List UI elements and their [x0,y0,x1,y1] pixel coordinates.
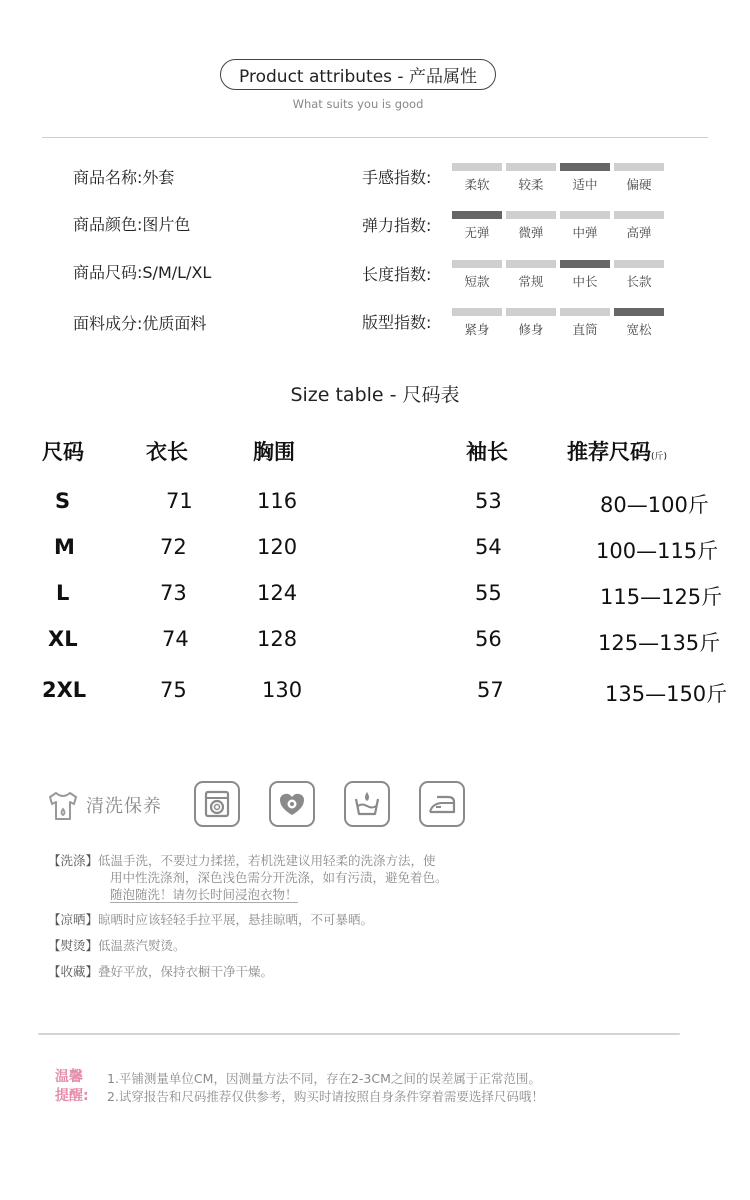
tip-line-1: 1.平铺测量单位CM，因测量方法不同，存在2-3CM之间的误差属于正常范围。 [107,1071,541,1086]
cell-recommend: 115—125斤 [600,585,723,609]
index-option-label: 微弹 [518,225,544,240]
cell-size: S [55,489,71,513]
index-option-label: 中长 [572,274,598,289]
index-option [560,308,610,338]
index-option [506,211,556,241]
cell-recommend: 100—115斤 [596,539,719,563]
index-bar [452,163,502,171]
section-subtitle: What suits you is good [292,97,424,111]
hand-wash-icon [269,781,315,827]
water-basin-icon [344,781,390,827]
index-scale [452,163,664,193]
index-bar [614,163,664,171]
size-table-title: Size table - 尺码表 [290,384,460,406]
care-line-iron [48,937,186,954]
index-label: 弹力指数: [362,216,432,235]
cell-chest: 124 [257,581,298,605]
care-text: 晾晒时应该轻轻手拉平展，悬挂晾晒，不可暴晒。 [98,912,374,927]
care-line-wash-3 [110,886,298,903]
cell-sleeve: 55 [475,581,502,605]
col-header-size: 尺码 [42,440,84,464]
cell-recommend: 125—135斤 [598,631,721,655]
index-option-label: 紧身 [464,322,490,337]
cell-recommend: 80—100斤 [600,493,709,517]
cell-sleeve: 57 [477,678,504,702]
care-line-wash-2: 用中性洗涤剂，深色浅色需分开洗涤，如有污渍，避免着色。 [110,870,448,885]
cell-length: 74 [162,627,189,651]
index-bar [614,211,664,219]
index-bar-selected [614,308,664,316]
care-tag: 【熨烫】 [48,938,99,953]
col-header-recommend-label: 推荐尺码 [567,440,651,464]
index-bar [506,211,556,219]
index-option-label: 常规 [518,274,544,289]
col-header-sleeve: 袖长 [466,440,508,464]
attr-size: 商品尺码:S/M/L/XL [73,263,212,282]
index-option-label: 柔软 [464,177,490,192]
index-option-label: 宽松 [626,322,652,337]
index-option-label: 短款 [464,274,490,289]
care-text: 随泡随洗！请勿长时间浸泡衣物！ [110,887,298,902]
cell-length: 72 [160,535,187,559]
col-header-chest: 胸围 [253,440,295,464]
index-bar [452,308,502,316]
cell-size: XL [48,627,78,651]
index-option [560,163,610,193]
index-option [614,260,664,290]
cell-size: 2XL [42,678,87,702]
attr-fabric: 面料成分:优质面料 [73,314,207,333]
section-title: Product attributes - 产品属性 [239,67,477,87]
index-option [452,308,502,338]
tip-line-2: 2.试穿报告和尺码推荐仅供参考，购买时请按照自身条件穿着需要选择尺码哦！ [107,1089,544,1104]
index-scale [452,260,664,290]
index-option-label: 适中 [572,177,598,192]
index-option-label: 较柔 [518,177,544,192]
attr-color: 商品颜色:图片色 [73,215,191,234]
care-tag: 【洗涤】 [48,853,99,868]
cell-length: 75 [160,678,187,702]
cell-recommend: 135—150斤 [605,682,728,706]
care-text: 低温手洗，不要过力揉搓，若机洗建议用轻柔的洗涤方法，使 [98,853,436,868]
care-text: 低温蒸汽熨烫。 [98,938,186,953]
index-scale [452,211,664,241]
index-bar [614,260,664,268]
tips-tag-line1: 温馨 [55,1069,83,1085]
cell-sleeve: 53 [475,489,502,513]
iron-icon [419,781,465,827]
index-label: 手感指数: [362,168,432,187]
care-tag: 【收藏】 [48,964,99,979]
care-text: 叠好平放，保持衣橱干净干燥。 [98,964,274,979]
index-option [614,211,664,241]
shirt-icon [45,788,81,828]
divider [42,137,708,138]
section-title-pill [220,59,496,90]
cell-sleeve: 56 [475,627,502,651]
cell-length: 71 [166,489,193,513]
index-bar [506,308,556,316]
index-bar [506,163,556,171]
index-bar-selected [560,260,610,268]
index-scale [452,308,664,338]
index-option [506,308,556,338]
care-title: 清洗保养 [86,796,162,817]
cell-size: L [56,581,70,605]
care-line-store [48,963,273,980]
index-bar [452,260,502,268]
care-line-dry [48,911,373,928]
index-option [614,163,664,193]
index-option [452,211,502,241]
cell-chest: 120 [257,535,298,559]
index-option [614,308,664,338]
divider [38,1033,680,1035]
index-option-label: 中弹 [572,225,598,240]
index-option [560,260,610,290]
col-header-recommend [567,436,667,466]
cell-chest: 128 [257,627,298,651]
index-option-label: 修身 [518,322,544,337]
attr-name: 商品名称:外套 [73,168,175,187]
index-option-label: 高弹 [626,225,652,240]
index-option-label: 长款 [626,274,652,289]
index-option-label: 无弹 [464,225,490,240]
cell-chest: 116 [257,489,298,513]
index-label: 版型指数: [362,313,432,332]
care-line-wash [48,852,436,869]
index-option [452,260,502,290]
index-bar [560,308,610,316]
index-option [506,163,556,193]
index-bar [560,211,610,219]
col-header-unit: (斤) [651,452,668,462]
index-option-label: 偏硬 [626,177,652,192]
col-header-length: 衣长 [146,440,188,464]
cell-chest: 130 [262,678,303,702]
care-tag: 【凉晒】 [48,912,99,927]
index-bar [506,260,556,268]
tips-tag-line2: 提醒: [55,1088,89,1104]
washing-machine-icon [194,781,240,827]
index-option [506,260,556,290]
index-label: 长度指数: [362,265,432,284]
cell-size: M [54,535,75,559]
cell-length: 73 [160,581,187,605]
index-option-label: 直筒 [572,322,598,337]
index-bar-selected [560,163,610,171]
index-option [560,211,610,241]
index-option [452,163,502,193]
index-bar-selected [452,211,502,219]
cell-sleeve: 54 [475,535,502,559]
